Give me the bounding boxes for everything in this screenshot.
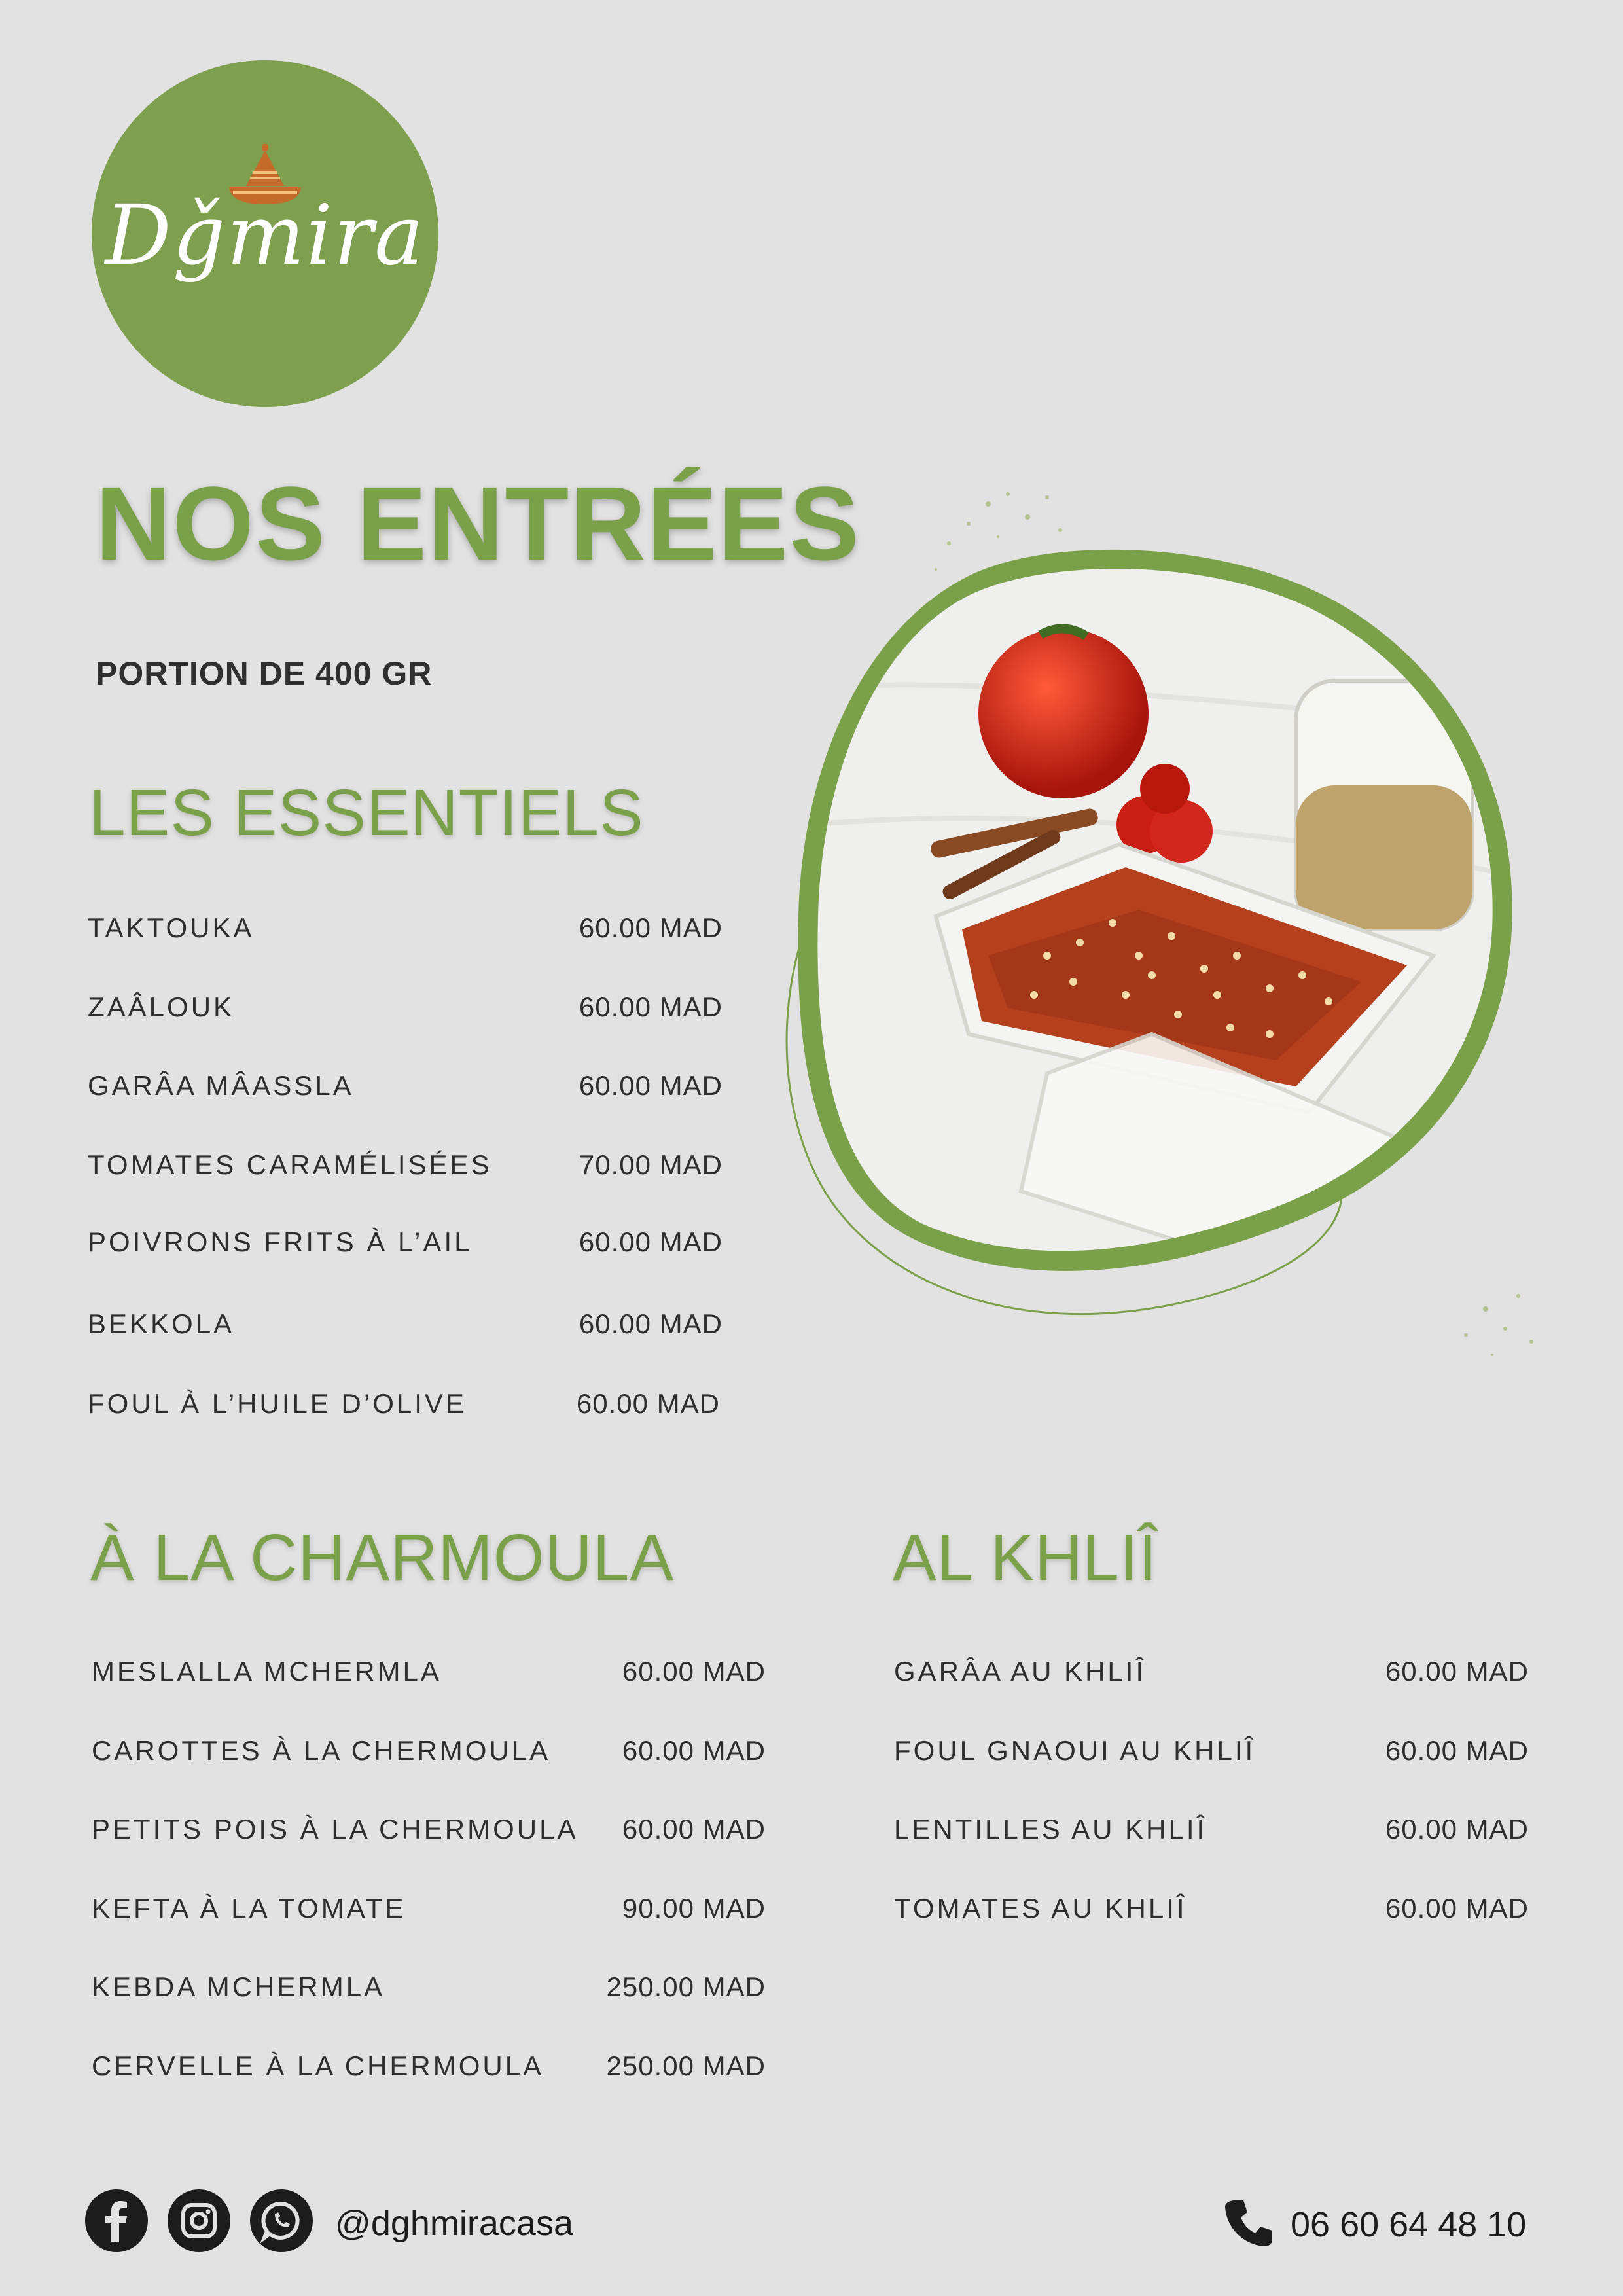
menu-item [92,1656,766,1695]
item-price: 60.00 MAD [1385,1893,1529,1924]
portion-subtitle: PORTION DE 400 GR [96,655,433,692]
item-name: FOUL À L’HUILE D’OLIVE [88,1388,467,1419]
menu-item [894,1656,1529,1695]
item-name: MESLALLA MCHERMLA [92,1656,442,1687]
instagram-icon[interactable] [168,2189,230,2252]
item-price: 70.00 MAD [579,1149,722,1180]
phone-icon [1222,2197,1275,2249]
item-name: GARÂA MÂASSLA [88,1070,354,1101]
item-price: 60.00 MAD [576,1388,720,1419]
section-title-khlii: AL KHLIÎ [893,1521,1158,1594]
item-price: 60.00 MAD [1385,1656,1529,1687]
item-name: TOMATES AU KHLIÎ [894,1893,1187,1924]
item-price: 60.00 MAD [1385,1814,1529,1844]
menu-item [894,1735,1529,1774]
item-name: KEFTA À LA TOMATE [92,1893,406,1924]
item-name: TOMATES CARAMÉLISÉES [88,1149,492,1180]
item-name: TAKTOUKA [88,912,255,943]
menu-item [92,1971,766,2011]
item-price: 60.00 MAD [579,1308,722,1339]
item-name: CAROTTES À LA CHERMOULA [92,1735,551,1766]
menu-item [92,2051,766,2090]
menu-item [92,1735,766,1774]
item-name: FOUL GNAOUI AU KHLIÎ [894,1735,1256,1766]
menu-item [88,1070,722,1109]
item-price: 250.00 MAD [606,2051,766,2081]
item-name: KEBDA MCHERMLA [92,1971,385,2002]
menu-item [88,1308,722,1348]
menu-item [894,1893,1529,1932]
item-price: 60.00 MAD [579,992,722,1022]
section-title-charmoula: À LA CHARMOULA [90,1521,675,1594]
item-price: 60.00 MAD [622,1735,766,1766]
menu-item [92,1814,766,1853]
item-price: 90.00 MAD [622,1893,766,1924]
logo-text: Dǧmira [105,187,425,283]
item-name: GARÂA AU KHLIÎ [894,1656,1147,1687]
menu-item [88,1388,720,1427]
phone-number[interactable]: 06 60 64 48 10 [1291,2205,1527,2244]
logo [92,60,438,407]
item-name: CERVELLE À LA CHERMOULA [92,2051,544,2081]
item-name: BEKKOLA [88,1308,235,1339]
item-price: 60.00 MAD [622,1814,766,1844]
item-price: 60.00 MAD [622,1656,766,1687]
item-price: 60.00 MAD [579,912,722,943]
item-name: PETITS POIS À LA CHERMOULA [92,1814,579,1844]
item-name: POIVRONS FRITS À L’AIL [88,1227,473,1257]
dish-photo [772,458,1597,1479]
section-title-essentiels: LES ESSENTIELS [89,776,644,850]
item-price: 250.00 MAD [606,1971,766,2002]
menu-item [88,912,722,952]
menu-item [92,1893,766,1932]
menu-item [894,1814,1529,1853]
menu-item [88,1149,722,1189]
item-price: 60.00 MAD [579,1227,722,1257]
menu-item [88,1227,722,1266]
whatsapp-icon[interactable] [250,2189,313,2252]
item-price: 60.00 MAD [579,1070,722,1101]
item-price: 60.00 MAD [1385,1735,1529,1766]
item-name: LENTILLES AU KHLIÎ [894,1814,1207,1844]
facebook-icon[interactable] [85,2189,148,2252]
social-handle[interactable]: @dghmiracasa [335,2204,573,2243]
page-title: NOS ENTRÉES [96,465,861,582]
item-name: ZAÂLOUK [88,992,235,1022]
menu-item [88,992,722,1031]
